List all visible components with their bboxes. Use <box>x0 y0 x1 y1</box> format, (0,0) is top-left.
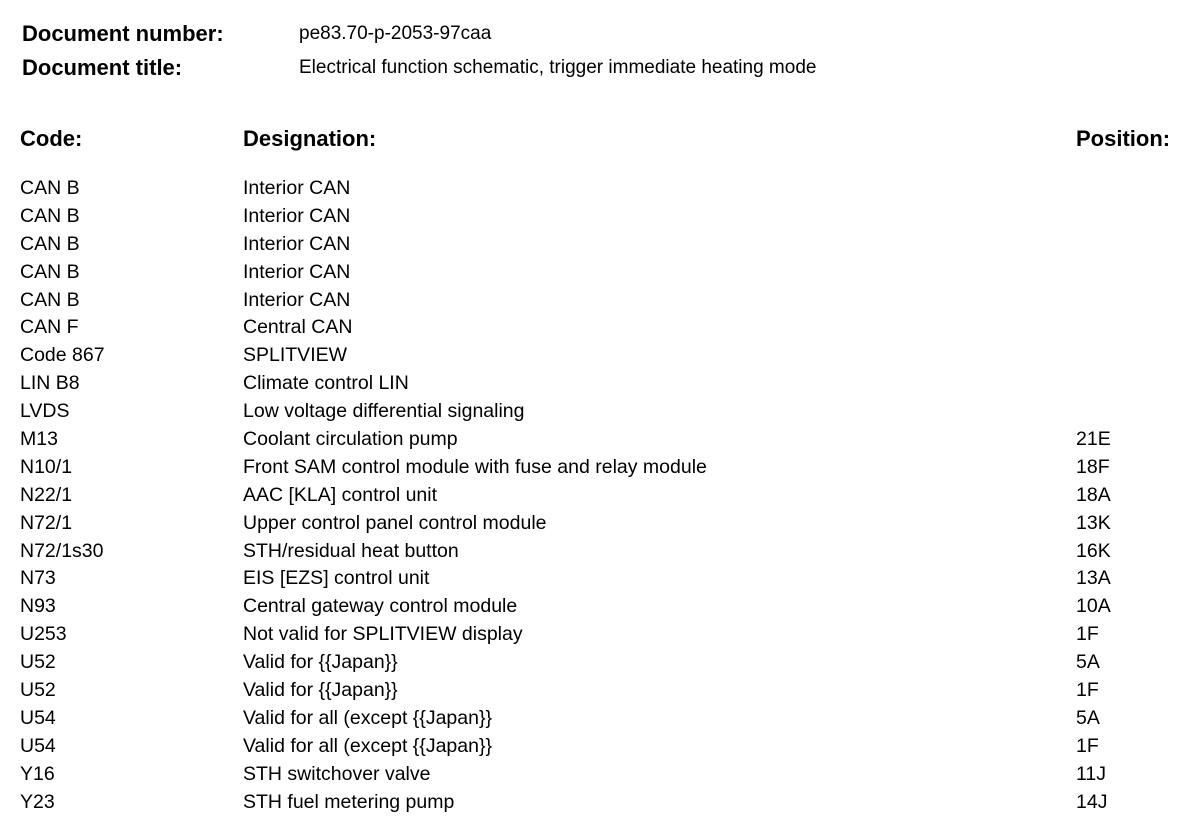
code-cell: CAN B <box>20 288 80 311</box>
table-row <box>0 509 1198 537</box>
designation-column-header: Designation: <box>243 126 377 151</box>
table-row <box>0 704 1198 732</box>
designation-cell: SPLITVIEW <box>243 344 348 367</box>
table-row <box>0 648 1198 676</box>
position-cell: 18A <box>1076 483 1111 506</box>
document-title-value: Electrical function schematic, trigger immediate heating mode <box>299 57 817 78</box>
code-cell: M13 <box>20 428 58 451</box>
code-cell: Code 867 <box>20 344 105 367</box>
position-column-header: Position: <box>1076 126 1171 151</box>
designation-cell: Valid for {{Japan}} <box>243 679 398 702</box>
code-cell: N93 <box>20 595 56 618</box>
designation-cell: Valid for {{Japan}} <box>243 651 398 674</box>
designation-cell: EIS [EZS] control unit <box>243 567 430 590</box>
table-row <box>0 230 1198 258</box>
code-cell: U52 <box>20 679 56 702</box>
table-row <box>0 537 1198 565</box>
table-row <box>0 453 1198 481</box>
designation-cell: Central CAN <box>243 316 353 339</box>
designation-cell: AAC [KLA] control unit <box>243 483 438 506</box>
table-row <box>0 369 1198 397</box>
code-cell: N72/1 <box>20 511 73 534</box>
position-cell: 13A <box>1076 567 1111 590</box>
designation-cell: Central gateway control module <box>243 595 518 618</box>
designation-cell: Interior CAN <box>243 260 351 283</box>
designation-cell: Climate control LIN <box>243 372 409 395</box>
code-cell: N10/1 <box>20 455 73 478</box>
position-cell: 18F <box>1076 455 1110 478</box>
position-cell: 1F <box>1076 734 1099 757</box>
table-row <box>0 425 1198 453</box>
position-cell: 13K <box>1076 511 1111 534</box>
position-cell: 14J <box>1076 790 1108 813</box>
document-number-value: pe83.70-p-2053-97caa <box>299 23 492 44</box>
designation-cell: Valid for all (except {{Japan}} <box>243 706 492 729</box>
code-cell: Y16 <box>20 762 55 785</box>
designation-cell: Valid for all (except {{Japan}} <box>243 734 492 757</box>
legend-rows <box>0 174 1198 815</box>
code-cell: N22/1 <box>20 483 73 506</box>
designation-cell: Front SAM control module with fuse and relay module <box>243 455 707 478</box>
table-row <box>0 760 1198 788</box>
designation-cell: STH switchover valve <box>243 762 431 785</box>
table-row <box>0 788 1198 816</box>
table-row <box>0 397 1198 425</box>
code-cell: Y23 <box>20 790 55 813</box>
table-row <box>0 286 1198 314</box>
designation-cell: Coolant circulation pump <box>243 428 458 451</box>
position-cell: 5A <box>1076 651 1100 674</box>
document-title-label: Document title: <box>22 55 183 80</box>
designation-cell: Interior CAN <box>243 204 351 227</box>
designation-cell: Low voltage differential signaling <box>243 400 525 423</box>
code-cell: CAN B <box>20 260 80 283</box>
table-row <box>0 174 1198 202</box>
code-cell: N72/1s30 <box>20 539 104 562</box>
position-cell: 11J <box>1076 762 1106 785</box>
table-row <box>0 732 1198 760</box>
position-cell: 10A <box>1076 595 1111 618</box>
table-row <box>0 592 1198 620</box>
position-cell: 1F <box>1076 623 1099 646</box>
table-row <box>0 481 1198 509</box>
designation-cell: Interior CAN <box>243 288 351 311</box>
document-number-label: Document number: <box>22 21 224 46</box>
table-row <box>0 620 1198 648</box>
designation-cell: STH fuel metering pump <box>243 790 455 813</box>
position-cell: 21E <box>1076 428 1111 451</box>
designation-cell: STH/residual heat button <box>243 539 459 562</box>
code-cell: U52 <box>20 651 56 674</box>
designation-cell: Upper control panel control module <box>243 511 547 534</box>
designation-cell: Interior CAN <box>243 232 351 255</box>
code-cell: LVDS <box>20 400 70 423</box>
table-row <box>0 258 1198 286</box>
code-cell: N73 <box>20 567 56 590</box>
code-column-header: Code: <box>20 126 83 151</box>
designation-cell: Not valid for SPLITVIEW display <box>243 623 523 646</box>
position-cell: 16K <box>1076 539 1111 562</box>
table-row <box>0 341 1198 369</box>
code-cell: CAN F <box>20 316 79 339</box>
table-row <box>0 564 1198 592</box>
code-cell: LIN B8 <box>20 372 80 395</box>
code-cell: U54 <box>20 706 56 729</box>
position-cell: 1F <box>1076 679 1099 702</box>
designation-cell: Interior CAN <box>243 177 351 199</box>
position-cell: 5A <box>1076 706 1100 729</box>
code-cell: U54 <box>20 734 56 757</box>
table-row <box>0 313 1198 341</box>
code-cell: CAN B <box>20 204 80 227</box>
table-row <box>0 202 1198 230</box>
code-cell: CAN B <box>20 177 80 199</box>
table-row <box>0 676 1198 704</box>
code-cell: CAN B <box>20 232 80 255</box>
code-cell: U253 <box>20 623 67 646</box>
